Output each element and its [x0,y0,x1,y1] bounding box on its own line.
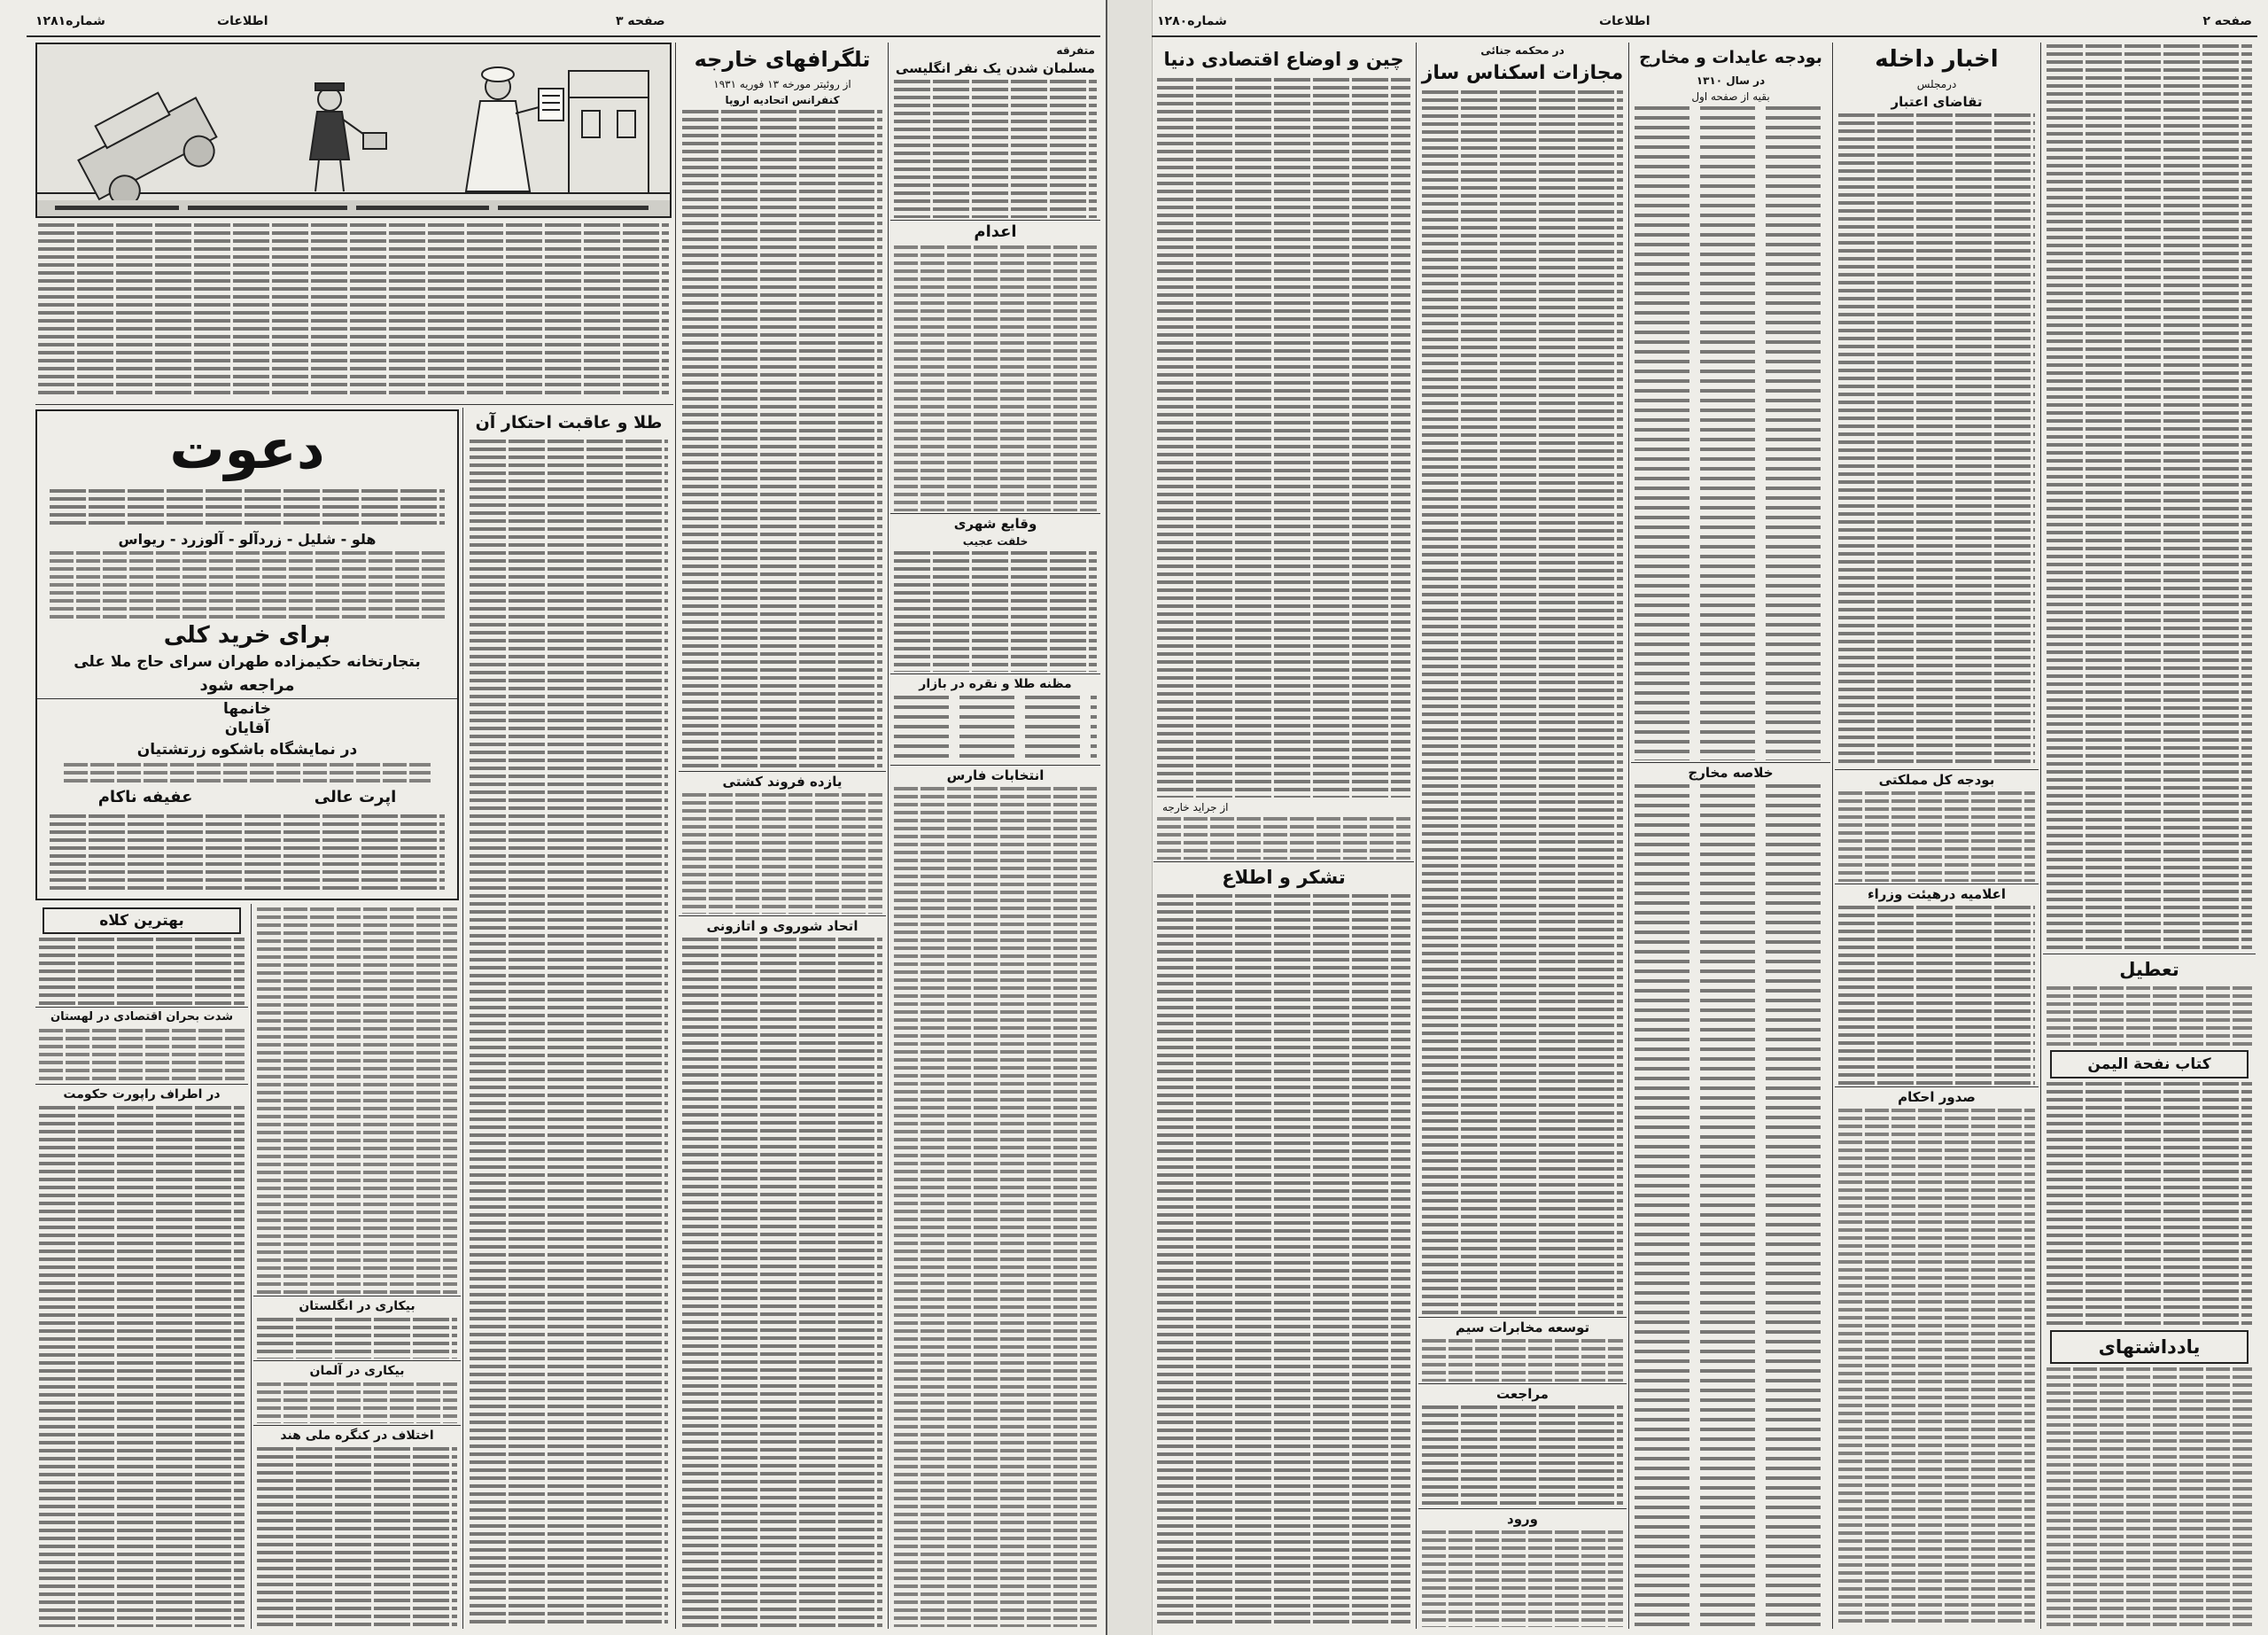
article-body [682,110,882,769]
strange-creature-headline: خلقت عجیب [962,535,1029,548]
gold-price-headline: مظنه طلا و نقره در بازار [890,673,1100,694]
wholesale-headline: برای خرید کلی [163,622,331,649]
article-body [894,787,1097,1627]
column-rule [675,43,676,1629]
germany-unemployment-headline: بیکاری در آلمان [253,1360,461,1381]
execution-headline: اعدام [890,220,1100,244]
source-note: از جراید خارجه [1162,801,1229,814]
national-budget-headline: بودجه کل مملکتی [1835,769,2039,790]
court-section-label: در محکمه جنائی [1480,44,1565,57]
right-page-header [1152,11,2257,37]
column-rule [1628,43,1629,1629]
article-body [257,907,457,1294]
article-body [1157,894,1410,1627]
issue-number: شماره۱۲۸۱ [35,14,105,28]
telegraph-expansion-headline: توسعه مخابرات سیم [1418,1317,1627,1337]
convert-headline: مسلمان شدن یک نفر انگلیسی [895,60,1096,76]
article-body [1157,78,1410,798]
foreign-telegrams-title: تلگرافهای خارجه [694,47,871,72]
ad-text [64,763,431,782]
ad-text [50,551,445,619]
gold-hoarding-headline: طلا و عاقبت احتکار آن [475,413,663,432]
memoirs-headline: یادداشتهای [2050,1330,2249,1364]
article-body [257,1382,457,1423]
play-title: عفیفه ناکام [97,788,193,806]
ad-text [50,814,445,891]
page-number: صفحه ۳ [616,14,665,28]
book-headline: کتاب نفحة الیمن [2050,1050,2249,1078]
thanks-headline: تشکر و اطلاع [1153,861,1414,892]
column-l4 [253,906,461,1629]
invitation-title: دعوت [169,417,325,481]
counterfeiter-headline: مجازات اسکناس ساز [1421,62,1624,84]
column-r1 [2043,43,2256,1629]
majlis-label: درمجلس [1916,78,1957,90]
ad-text [39,938,245,1005]
city-events-headline: وقایع شهری [890,513,1100,533]
budget-table [1635,784,1827,1627]
column-r4 [1418,43,1627,1629]
article-body [1838,1109,2035,1627]
column-rule [2040,43,2041,1629]
ladies-label: خانمها [37,698,457,719]
article-body [894,551,1097,672]
article-body [2047,1082,2252,1327]
article-body [39,1106,245,1627]
europe-conference-headline: کنفرانس اتحادیه اروپا [725,94,840,106]
price-table [894,696,1097,763]
cartoon-illustration [35,43,672,218]
masthead: اطلاعات [217,14,268,28]
column-r3 [1631,43,1830,1629]
decrees-headline: صدور احکام [1835,1086,2039,1107]
article-body [257,1447,457,1627]
expense-summary-headline: خلاصه مخارج [1631,762,1830,782]
venue-line: در نمایشگاه باشکوه زرتشتیان [136,741,358,759]
soviet-usa-headline: اتحاد شوروی و اتازونی [679,915,886,936]
page-gutter [1106,0,1153,1635]
section-rule [35,404,673,405]
article-body [2047,44,2252,952]
article-body [894,245,1097,511]
article-body [1422,1339,1623,1382]
advertisement-box [35,409,459,900]
budget-table [1635,106,1827,760]
gentlemen-label: آقایان [224,720,270,737]
china-economy-headline: چین و اوضاع اقتصادی دنیا [1163,49,1404,70]
misc-section-label: متفرقه [1056,44,1095,57]
column-rule [251,904,252,1629]
closure-headline: تعطیل [2043,954,2256,985]
domestic-news-title: اخبار داخله [1875,46,1999,73]
india-congress-headline: اختلاف در کنگره ملی هند [253,1425,461,1445]
column-rule [1416,43,1417,1629]
budget-title: بودجه عایدات و مخارج [1639,48,1822,67]
govt-report-headline: در اطراف راپورت حکومت [35,1084,248,1104]
cabinet-notice-headline: اعلامیه درهیئت وزراء [1835,884,2039,904]
column-l1 [890,43,1100,1629]
article-body [1838,113,2035,767]
column-rule [462,408,463,1629]
issue-number: شماره۱۲۸۰ [1157,14,1227,28]
article-body [2047,986,2252,1047]
column-rule [1832,43,1833,1629]
ships-headline: یازده فروند کشتی [679,771,886,791]
article-body [1838,906,2035,1085]
show-titles-row [37,784,457,811]
article-body [1422,90,1623,1315]
return-headline: مراجعت [1418,1383,1627,1404]
left-page-header [27,11,1100,37]
article-body [39,1029,245,1082]
fruit-list: هلو - شلیل - زردآلو - آلوزرد - ریواس [118,531,377,548]
masthead: اطلاعات [1599,14,1651,28]
arrival-headline: ورود [1418,1508,1627,1529]
article-body [38,223,669,399]
article-body [1422,1530,1623,1627]
article-body [470,440,668,1627]
hat-ad-headline: بهترین کلاه [43,907,241,934]
article-body [1838,791,2035,882]
column-l2 [679,43,886,1629]
column-l3 [466,408,672,1629]
article-body [1157,817,1410,860]
column-r2 [1835,43,2039,1629]
poland-crisis-headline: شدت بحران اقتصادی در لهستان [35,1007,248,1027]
cartoon-drawing [37,44,670,216]
page-number: صفحه ۲ [2202,14,2252,28]
column-l5 [35,906,248,1629]
operetta-label: اپرت عالی [314,788,397,806]
budget-year: در سال ۱۳۱۰ [1696,74,1766,87]
uk-unemployment-headline: بیکاری در انگلستان [253,1296,461,1316]
continued-note: بقیه از صفحه اول [1691,90,1770,103]
column-r5 [1153,43,1414,1629]
telegram-source: از روئیتر مورخه ۱۳ فوریه ۱۹۳۱ [713,78,851,90]
article-body [894,80,1097,218]
article-body [682,938,882,1627]
article-body [2047,1367,2252,1627]
article-body [1422,1405,1623,1507]
article-body [257,1318,457,1359]
merchant-address: بتجارتخانه حکیمزاده طهران سرای حاج ملا علی [74,653,421,671]
article-body [682,793,882,914]
ad-text [50,489,445,528]
credit-request-headline: تقاضای اعتبار [1891,94,1983,110]
fars-elections-headline: انتخابات فارس [890,765,1100,785]
refer-note: مراجعه شود [199,676,295,695]
column-rule [888,43,889,1629]
